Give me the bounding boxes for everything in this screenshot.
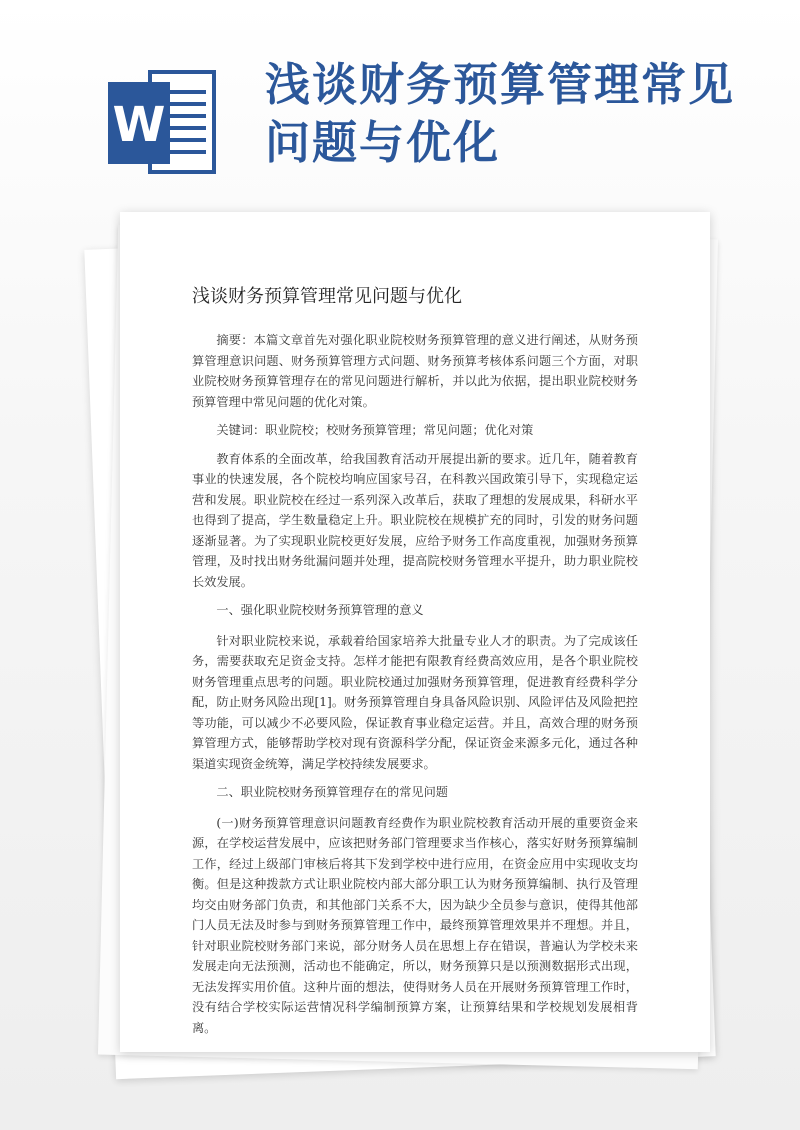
- header-title: [265, 56, 765, 172]
- document-body: [192, 330, 638, 1046]
- body-paragraph: 针对职业院校来说，承载着给国家培养大批量专业人才的职责。为了完成该任务，需要获取充足资金支持。怎样才能把有限教育经费高效应用，是各个职业院校财务管理重点思考的问题。职业院校通过加强财务预算管理，促进教育经费科学分配，防止财务风险出现[1]。财务预算管理自身具备风险识别、风险评估及风险把控等功能，可以减少不必要风险，保证教育事业稳定运营。并且，高效合理的财务预算管理方式，能够帮助学校对现有资源科学分配，保证资金来源多元化，通过各种渠道实现资金统筹，满足学校持续发展要求。: [192, 633, 638, 771]
- body-paragraph: (一)财务预算管理意识问题教育经费作为职业院校教育活动开展的重要资金来源，在学校运营发展中，应该把财务部门管理要求当作核心，落实好财务预算编制工作，经过上级部门审核后将其下发到学校中进行应用，在资金应用中实现收支均衡。但是这种拨款方式让职业院校内部大部分职工认为财务预算编制、执行及管理均交由财务部门负责，和其他部门关系不大，因为缺少全员参与意识，使得其他部门人员无法及时参与到财务预算管理工作中，最终预算管理效果并不理想。并且，针对职业院校财务部门来说，部分财务人员在思想上存在错误，普遍认为学校未来发展走向无法预测，活动也不能确定，所以，财务预算只是以预测数据形式出现，无法发挥实用价值。这种片面的想法，使得财务人员在开展财务预算管理工作时，没有结合学校实际运营情况科学编制预算方案，让预算结果和学校规划发展相背离。: [192, 815, 638, 1035]
- abstract-paragraph: 摘要：本篇文章首先对强化职业院校财务预算管理的意义进行阐述，从财务预算管理意识问题、财务预算管理方式问题、财务预算考核体系问题三个方面，对职业院校财务预算管理存在的常见问题进行解析，并以此为依据，提出职业院校财务预算管理中常见问题的优化对策。: [192, 333, 638, 409]
- word-document-icon: [108, 70, 218, 175]
- document-page: [120, 212, 710, 1052]
- header-title-line2: 问题与优化: [265, 116, 501, 169]
- document-title: 浅谈财务预算管理常见问题与优化: [192, 286, 462, 307]
- header-title-line1: 浅谈财务预算管理常见: [265, 58, 736, 111]
- section-heading: 二、职业院校财务预算管理存在的常见问题: [216, 785, 448, 799]
- keywords-paragraph: 关键词：职业院校；校财务预算管理；常见问题；优化对策: [216, 423, 534, 437]
- body-paragraph: 教育体系的全面改革，给我国教育活动开展提出新的要求。近几年，随着教育事业的快速发展，各个院校均响应国家号召，在科教兴国政策引导下，实现稳定运营和发展。职业院校在经过一系列深入改革后，获取了理想的发展成果，科研水平也得到了提高，学生数量稳定上升。职业院校在规模扩充的同时，引发的财务问题逐渐显著。为了实现职业院校更好发展，应给予财务工作高度重视，加强财务预算管理，及时找出财务纰漏问题并处理，提高院校财务管理水平提升，助力职业院校长效发展。: [192, 451, 638, 589]
- section-heading: 一、强化职业院校财务预算管理的意义: [216, 603, 424, 617]
- svg-text:W: W: [112, 97, 166, 153]
